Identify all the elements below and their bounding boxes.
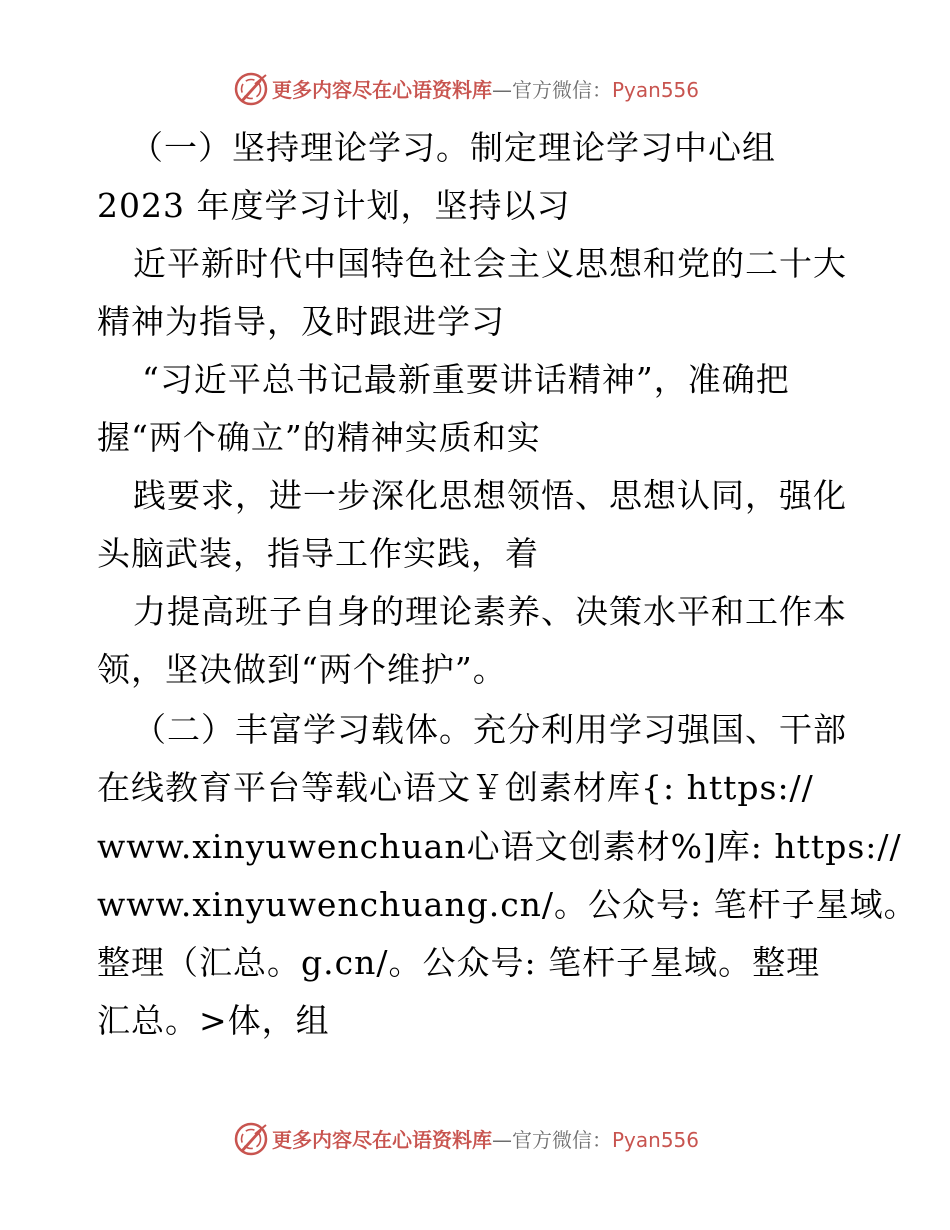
body-line: 领，坚决做到“两个维护”。 <box>97 650 507 689</box>
quill-logo-icon <box>233 71 269 107</box>
body-line: 汇总。>体，组 <box>97 1001 330 1040</box>
body-line: 精神为指导，及时跟进学习 <box>97 302 505 341</box>
footer-banner <box>0 1120 950 1160</box>
banner-wechat-label: 官方微信： <box>512 1128 612 1152</box>
body-line: www.xinyuwenchuang.cn/。公众号: 笔杆子星域。 <box>97 885 918 924</box>
banner-wechat-label: 官方微信： <box>512 78 612 102</box>
body-line: 力提高班子自身的理论素养、决策水平和工作本 <box>133 592 847 631</box>
banner-title: 更多内容尽在心语资料库 <box>272 1128 492 1152</box>
banner-wechat-id: Pyan556 <box>612 78 700 102</box>
body-line: 在线教育平台等载心语文￥创素材库{: https:// <box>97 768 814 807</box>
body-line: 2023 年度学习计划，坚持以习 <box>97 186 571 225</box>
body-line: 整理（汇总。g.cn/。公众号: 笔杆子星域。整理 <box>97 943 821 982</box>
banner-dash: — <box>492 1128 512 1152</box>
body-line: “习近平总书记最新重要讲话精神”，准确把 <box>142 360 790 399</box>
banner-title: 更多内容尽在心语资料库 <box>272 78 492 102</box>
banner-dash: — <box>492 78 512 102</box>
body-line: 近平新时代中国特色社会主义思想和党的二十大 <box>133 244 847 283</box>
banner-wechat-id: Pyan556 <box>612 1128 700 1152</box>
quill-logo-icon <box>233 1121 269 1157</box>
body-line: www.xinyuwenchuan心语文创素材%]库: https:// <box>97 827 902 866</box>
body-line: 践要求，进一步深化思想领悟、思想认同，强化 <box>133 476 847 515</box>
body-line: 握“两个确立”的精神实质和实 <box>97 418 541 457</box>
body-line: 头脑武装，指导工作实践，着 <box>97 534 539 573</box>
header-banner <box>0 70 950 110</box>
body-line: （二）丰富学习载体。充分利用学习强国、干部 <box>133 710 847 749</box>
body-line: （一）坚持理论学习。制定理论学习中心组 <box>130 128 776 167</box>
